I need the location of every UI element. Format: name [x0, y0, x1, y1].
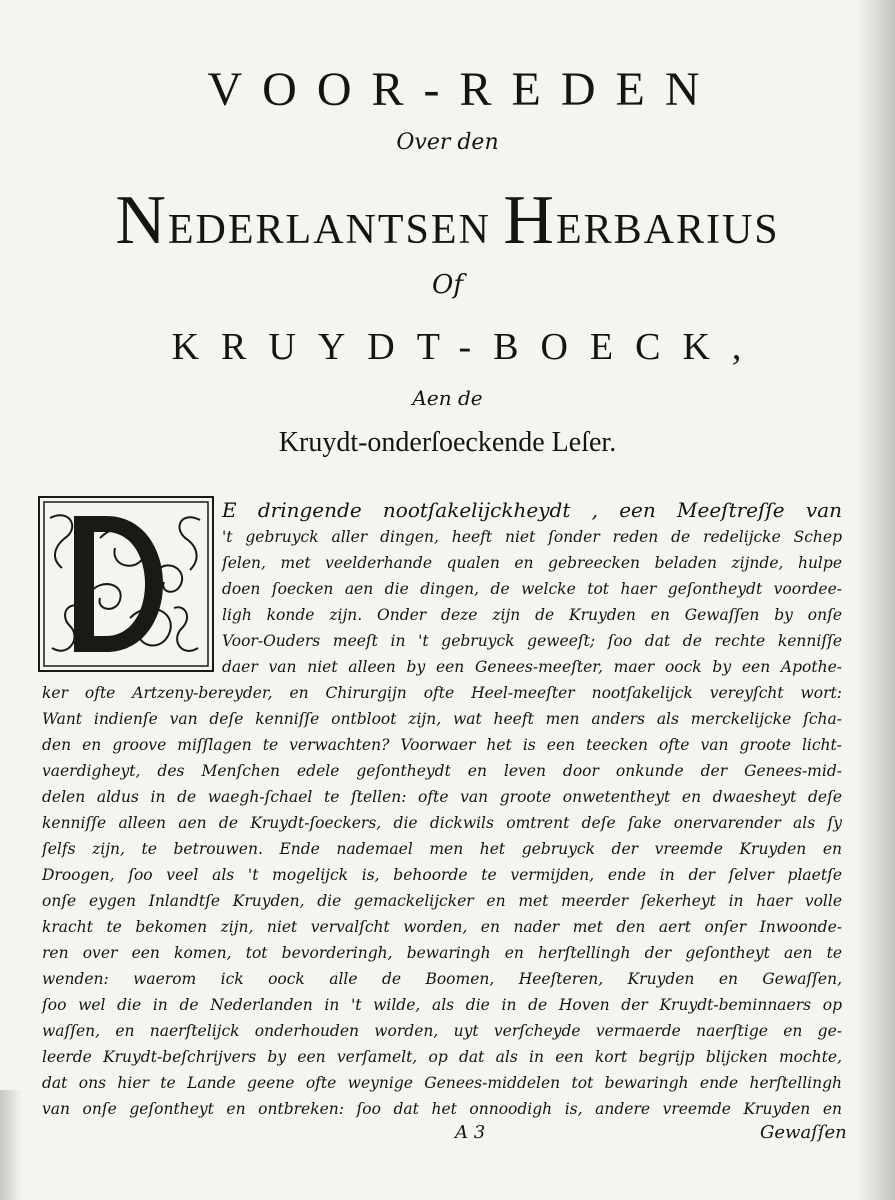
body-line-3: ſelen, met veelderhande qualen en gebreecken beladen zijnde, hulpe	[222, 554, 842, 572]
signature-mark: A 3	[455, 1122, 486, 1143]
body-line-7: daer van niet alleen by een Genees-meeſter, maer oock by een Apothe-	[222, 658, 842, 676]
body-line-8: ker ofte Artzeny-bereyder, en Chirurgijn ofte Heel-meeſter nootſakelijck vereyſcht wort:	[42, 684, 842, 702]
body-line-9: Want indienſe van deſe kenniſſe ontbloot zijn, wat heeft men anders als merckelijcke ſcha-	[42, 710, 842, 728]
title-kruydt-boeck: KRUYDT-BOECK,	[171, 326, 764, 368]
title-nederlantsen-herbarius	[0, 182, 895, 265]
body-line-6: Voor-Ouders meeſt in 't gebruyck geweeſt; ſoo dat de rechte kenniſſe	[222, 632, 842, 650]
body-line-5: ligh konde zijn. Onder deze zijn de Kruyden en Gewaſſen by onſe	[222, 606, 842, 624]
decorated-initial-d	[38, 496, 214, 672]
body-line-10: den en groove miſſlagen te verwachten? Voorwaer het is een teecken ofte van groote licht-	[42, 736, 842, 754]
body-line-24: van onſe geſontheyt en ontbreken: ſoo dat het onnoodigh is, andere vreemde Kruyden en	[42, 1100, 842, 1118]
body-line-16: onſe eygen Inlandtſe Kruyden, die gemackelijcker en met meerder ſekerheyt in haer volle	[42, 892, 842, 910]
body-line-20: ſoo wel die in de Nederlanden in 't wilde, als die in de Hoven der Kruydt-beminnaers op	[42, 996, 842, 1014]
title-over-den: Over den	[396, 130, 499, 155]
title-word-ederlantsen: EDERLANTSEN	[167, 207, 504, 253]
title-kruydt-onderfoeckende-lefer: Kruydt-onderſoeckende Leſer.	[278, 427, 617, 458]
body-line-19: wenden: waerom ick oock alle de Boomen, Heeſteren, Kruyden en Gewaſſen,	[42, 970, 842, 988]
body-line-13: kenniſſe alleen aen de Kruydt-ſoeckers, die dickwils omtrent deſe ſake onervarender als ſy	[42, 814, 842, 832]
title-initial-h: H	[503, 182, 556, 259]
title-aen-de: Aen de	[412, 386, 483, 410]
body-line-4: doen ſoecken aen die dingen, de welcke tot haer geſontheydt voordee-	[222, 580, 842, 598]
title-initial-n: N	[115, 182, 168, 259]
page-edge-shadow-left	[0, 1090, 22, 1200]
body-line-12: delen aldus in de waegh-ſchael te ſtellen: ofte van groote onwetentheyt en dwaesheyt deſe	[42, 788, 842, 806]
body-line-23: dat ons hier te Lande geene ofte weynige Genees-middelen tot bewaringh ende herſtellingh	[42, 1074, 842, 1092]
body-line-1: E dringende nootſakelijckheydt , een Meeſtreſſe van	[222, 498, 842, 522]
body-line-22: leerde Kruydt-beſchrijvers by een verſamelt, op dat als in een kort begrijp blijcken mochte,	[42, 1048, 842, 1066]
title-of: Of	[432, 270, 463, 300]
body-line-11: vaerdigheyt, des Menſchen edele geſontheydt en leven door onkunde der Genees-mid-	[42, 762, 842, 780]
body-line-14: ſelfs zijn, te betrouwen. Ende nademael men het gebruyck der vreemde Kruyden en	[42, 840, 842, 858]
body-line-15: Droogen, ſoo veel als 't mogelijck is, behoorde te vermijden, ende in der ſelver plaetſe	[42, 866, 842, 884]
title-voor-reden: VOOR-REDEN	[207, 63, 720, 116]
body-line-2: 't gebruyck aller dingen, heeft niet ſonder reden de redelijcke Schep	[222, 528, 842, 546]
title-word-erbarius: ERBARIUS	[555, 207, 780, 253]
foliage-ornament-icon	[40, 498, 212, 670]
catchword: Gewaſſen	[760, 1122, 847, 1143]
page-edge-shadow	[857, 0, 895, 1200]
body-line-17: kracht te bekomen zijn, niet vervalſcht worden, en nader met den aert onſer Inwoonde-	[42, 918, 842, 936]
body-line-18: ren over een komen, tot bevorderingh, bewaringh en herſtellingh der geſontheyt aen te	[42, 944, 842, 962]
body-line-21: waſſen, en naerſtelijck onderhouden worden, uyt verſcheyde vermaerde naerſtige en ge-	[42, 1022, 842, 1040]
